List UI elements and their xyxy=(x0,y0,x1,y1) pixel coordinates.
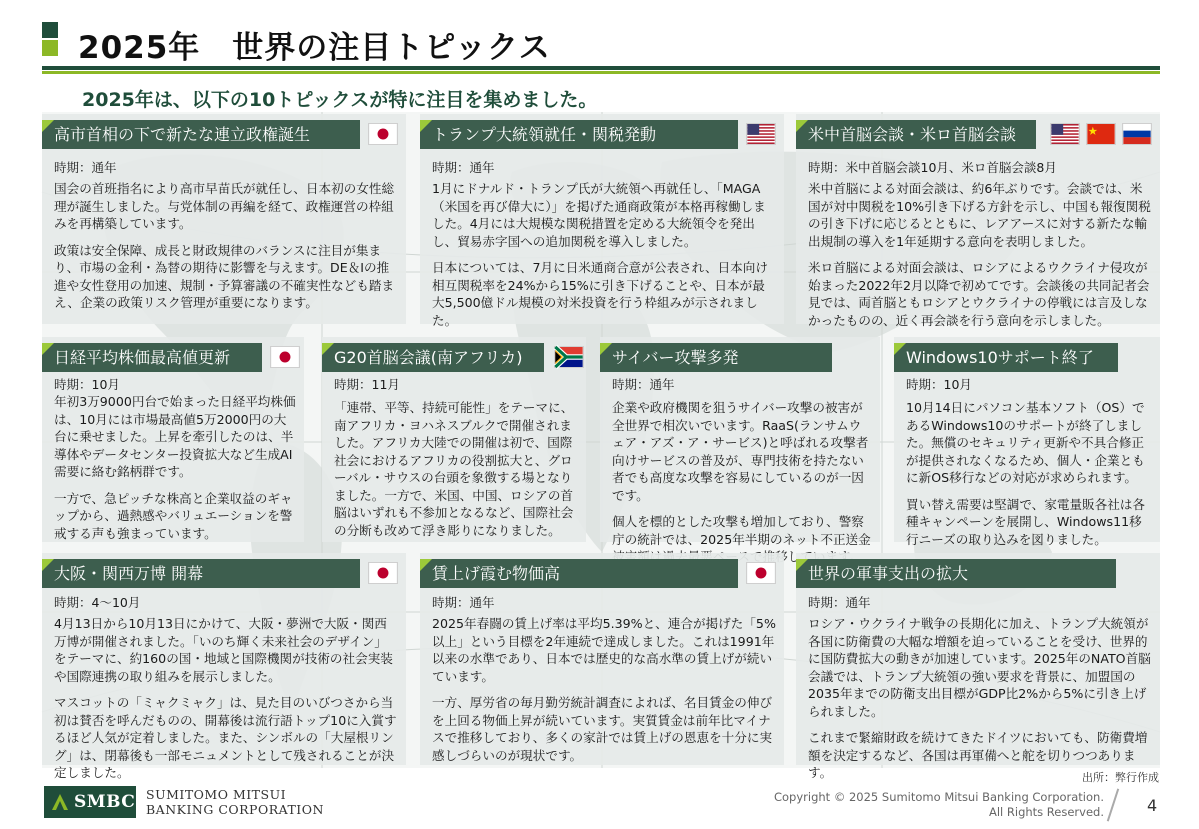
card-period: 時期：通年 xyxy=(54,160,117,175)
header-square-light xyxy=(42,40,58,56)
copyright-line2: All Rights Reserved. xyxy=(988,805,1104,819)
card-title: サイバー攻撃多発 xyxy=(612,348,739,367)
card-paragraph: 個人を標的とした攻撃も増加しており、警察庁の統計では、2025年半期のネット不正送金 推移して xyxy=(612,514,871,564)
card-paragraph: マスコットの「ミャクミャク」は、見た目のいびつさから当初は賛否を呼んだものの、開幕後は流行語トップ10に入賞するほど人気が定着しました。また、シンボルの「大屋根リング」は、閉幕後も一部モニュメントとして残されることが決定しました。 xyxy=(54,695,397,780)
china-flag-icon xyxy=(1086,123,1116,145)
card-accent xyxy=(420,559,432,571)
topic-card-wage-hikes-inflation xyxy=(420,553,784,765)
card-body xyxy=(54,615,398,791)
card-period: 時期：10月 xyxy=(906,377,972,392)
card-title: 高市首相の下で新たな連立政権誕生 xyxy=(54,125,311,144)
card-title: トランプ大統領就任・関税発動 xyxy=(432,125,657,144)
topic-card-cyber-attacks xyxy=(600,337,880,564)
bank-name-line1: SUMITOMO MITSUI xyxy=(146,787,287,802)
card-accent xyxy=(322,343,334,355)
card-title: 日経平均株価最高値更新 xyxy=(54,348,231,367)
copyright-line1: Copyright © 2025 Sumitomo Mitsui Banking Corporation. xyxy=(773,790,1104,804)
topic-card-osaka-expo xyxy=(42,553,406,780)
page-title: 2025年 世界の注目トピックス xyxy=(78,30,551,66)
card-paragraph: これまで緊縮財政を続けてきたドイツにおいても、防衛費増額を決定するなど、各国は再軍備へと舵を切りつつあります。 xyxy=(808,730,1148,780)
card-accent xyxy=(42,559,54,571)
card-body xyxy=(432,615,776,773)
topic-card-trump-tariffs xyxy=(420,114,784,328)
card-title: 大阪・関西万博 開幕 xyxy=(54,564,204,583)
card-paragraph: 一方で、急ピッチな株高と企業収益のギャップから、過熱感やバリュエーションを警戒する声も強まっています。 xyxy=(54,490,293,541)
card-period: 時期：通年 xyxy=(808,595,871,610)
usa-flag-icon xyxy=(1050,123,1080,145)
card-period: 時期：通年 xyxy=(612,377,675,392)
card-paragraph: 買い替え需要は堅調で、家電量販各社は各種キャンペーンを展開し、Windows11移行ニーズの取り込みを図りました。 xyxy=(906,496,1146,547)
footer-divider xyxy=(1107,789,1119,822)
card-paragraph: 「連帯、平等、持続可能性」をテーマに、南アフリカ・ヨハネスブルクで開催されました。アフリカ大陸での開催は初で、国際社会におけるアフリカの役割拡大と、グローバル・サウスの台頭を象徴する場となりました。一方で、米国、中国、ロシアの首脳はいずれも不参加となるなど、国際社会の分断も改めて浮き彫りになりました。 xyxy=(334,400,574,538)
card-accent xyxy=(42,120,54,132)
card-accent xyxy=(600,343,612,355)
page-number: 4 xyxy=(1147,796,1158,815)
copyright xyxy=(774,790,1104,820)
card-paragraph: 年初3万9000円台で始まった日経平均株価は、10月には市場最高値5万2000円の大台に乗せました。上昇を牽引したのは、半導体やデータセンター投資拡大など生成AI需要に絡む銘柄群です。 xyxy=(54,394,296,479)
card-period: 時期：11月 xyxy=(334,377,400,392)
page-subtitle: 2025年は、以下の10トピックスが特に注目を集めました。 xyxy=(82,89,598,111)
topic-card-windows10-end-of-support xyxy=(894,337,1160,547)
card-period: 時期：米中首脳会談10月、米ロ首脳会談8月 xyxy=(808,160,1057,175)
card-body xyxy=(808,180,1152,338)
smbc-logo xyxy=(44,786,136,818)
usa-flag-icon xyxy=(746,123,776,145)
header-rule xyxy=(42,66,1160,70)
header-square-dark xyxy=(42,22,58,38)
card-body xyxy=(808,615,1152,791)
smbc-wordmark: SMBC xyxy=(74,792,136,812)
card-body xyxy=(54,180,398,321)
bank-name-line2: BANKING CORPORATION xyxy=(146,802,324,817)
card-period: 時期：通年 xyxy=(432,160,495,175)
card-paragraph: ロシア・ウクライナ戦争の長期化に加え、トランプ大統領が各国に防衛費の大幅な増額を迫っていることを受け、世界的に国防費拡大の動きが加速しています。2025年のNATO首脳会議では、トランプ大統領の強い要求を背景に、加盟国の2035年までの防衛支出目標がGDP比2%から5%に引き上げられました。 xyxy=(808,616,1151,719)
card-paragraph: 日本については、7月に日米通商合意が公表され、日本向け相互関税率を24%から15%に引き下げることや、日本が最大5,500億ドル規模の対米投資を行う枠組みが示されました。 xyxy=(432,260,768,328)
south-africa-flag-icon xyxy=(554,346,584,368)
card-title: Windows10サポート終了 xyxy=(906,348,1094,367)
card-paragraph: 10月14日にパソコン基本ソフト（OS）であるWindows10のサポートが終了しました。無償のセキュリティ更新や不具合修正が提供されなくなるため、個人・企業ともに新OS移行などの対応が求められます。 xyxy=(906,400,1145,485)
card-title: G20首脳会議(南アフリカ) xyxy=(334,348,523,367)
card-accent xyxy=(420,120,432,132)
japan-flag-icon xyxy=(270,346,300,368)
bank-name xyxy=(146,787,324,817)
topic-card-nikkei-record-high xyxy=(42,337,304,542)
card-body xyxy=(54,393,296,551)
card-paragraph: 企業や政府機関を狙うサイバー攻撃の被害が全世界で相次いでいます。RaaS(ランサムウェア・アズ・ア・サービス)と呼ばれる攻撃者向けサービスの普及が、専門技術を持たない者でも高度な攻撃を容易にしているのが一因です。 xyxy=(612,400,869,503)
card-period: 時期：通年 xyxy=(432,595,495,610)
card-accent xyxy=(42,343,54,355)
card-body xyxy=(612,399,872,575)
card-paragraph: 1月にドナルド・トランプ氏が大統領へ再就任し、「MAGA（米国を再び偉大に）」を掲げた通商政策が本格再稼働しました。4月には大規模な関税措置を定める大統領令を発出し、貿易赤字国への追加関税を導入しました。 xyxy=(432,181,766,249)
card-title: 賃上げ霞む物価高 xyxy=(432,564,561,583)
card-accent xyxy=(894,343,906,355)
card-body xyxy=(432,180,776,338)
card-paragraph: 一方、厚労省の毎月勤労統計調査によれば、名目賃金の伸びを上回る物価上昇が続いています。実質賃金は前年比マイナスで推移しており、多くの家計では賃上げの恩恵を十分に実感しづらいのが現状です。 xyxy=(432,695,773,763)
card-accent xyxy=(796,120,808,132)
japan-flag-icon xyxy=(368,562,398,584)
topic-card-g20-summit xyxy=(322,337,586,542)
japan-flag-icon xyxy=(746,562,776,584)
japan-flag-icon xyxy=(368,123,398,145)
card-body xyxy=(334,399,578,548)
card-title: 世界の軍事支出の拡大 xyxy=(808,564,969,583)
card-paragraph: 4月13日から10月13日にかけて、大阪・夢洲で大阪・関西万博が開催されました。「いのち輝く未来社会のデザイン」をテーマに、約160の国・地域と国際機関が技術の社会実装や国際連携の取り組みを展示しました。 xyxy=(54,616,393,684)
topic-card-new-coalition-government xyxy=(42,114,406,324)
russia-flag-icon xyxy=(1122,123,1152,145)
card-paragraph: 2025年春闘の賃上げ率は平均5.39%と、連合が掲げた「5%以上」という目標を2年連続で達成しました。これは1991年以来の水準であり、日本では歴史的な高水準の賃上げが続いています。 xyxy=(432,616,776,684)
card-paragraph: 国会の首班指名により高市早苗氏が就任し、日本初の女性総理が誕生しました。与党体制の再編を経て、政権運営の枠組みを再構築しています。 xyxy=(54,181,395,231)
card-period: 時期：4～10月 xyxy=(54,595,141,610)
source-note: 出所：弊行作成 xyxy=(1082,771,1159,784)
header-rule-accent xyxy=(42,71,1160,74)
topic-card-summit-meetings xyxy=(796,114,1160,328)
card-paragraph: 政策は安全保障、成長と財政規律のバランスに注目が集まり、市場の金利・為替の期待に影響を与えます。DE＆Iの推進や女性登用の加速、規制・予算審議の不確実性なども踏まえ、企業の政策リスク管理が重要になります。 xyxy=(54,242,395,310)
card-period: 時期：10月 xyxy=(54,377,120,392)
card-accent xyxy=(796,559,808,571)
card-title: 米中首脳会談・米ロ首脳会談 xyxy=(808,125,1017,144)
card-paragraph: 米中首脳による対面会談は、約6年ぶりです。会談では、米国が対中関税を10%引き下げる方針を示し、中国も報復関税の引き下げに応じるとともに、レアアースに対する新たな輸出規制の導入を1年延期する意向を表明しました。 xyxy=(808,181,1151,249)
card-body xyxy=(906,399,1152,557)
card-paragraph: 米ロ首脳による対面会談は、ロシアによるウクライナ侵攻が始まった2022年2月以降で初めてです。会談後の共同記者会見では、両首脳ともロシアとウクライナの停戦には言及しなかったものの、近く再会談を行う意向を示しました。 xyxy=(808,260,1150,328)
smbc-emblem-icon xyxy=(50,792,70,812)
